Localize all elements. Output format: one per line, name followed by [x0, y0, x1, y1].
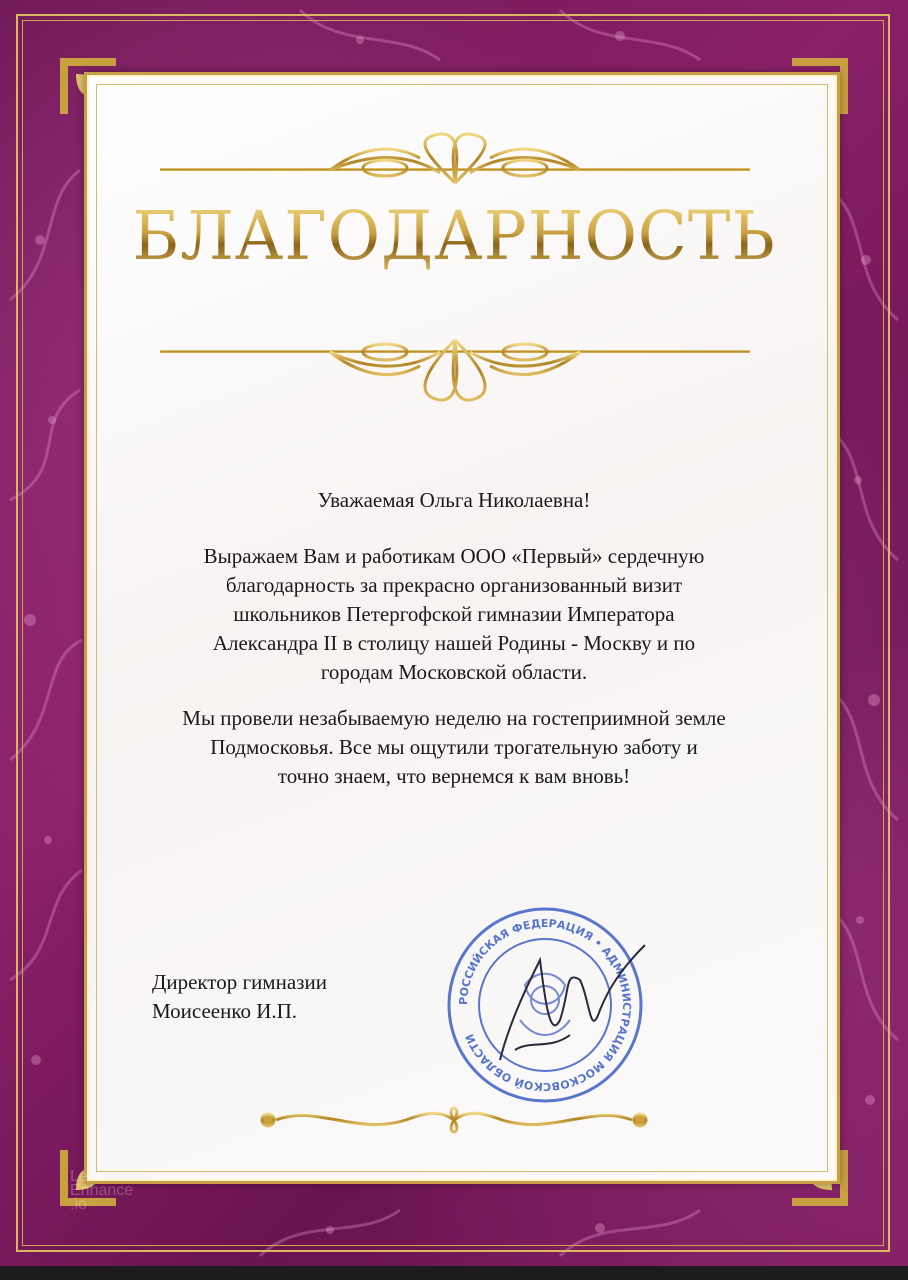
certificate-title: БЛАГОДАРНОСТЬ: [120, 198, 788, 276]
stamp-emblem: [520, 974, 570, 1035]
greeting: Уважаемая Ольга Николаевна!: [317, 488, 591, 512]
stamp-ring-text: РОССИЙСКАЯ ФЕДЕРАЦИЯ • АДМИНИСТРАЦИЯ МОСКОВСКОЙ ОБЛАСТИ: [456, 916, 634, 1094]
gratitude-paragraph-1: [120, 542, 788, 687]
enhance-watermark: Let's Enhance .io: [70, 1168, 134, 1213]
gratitude-paragraph-2: [120, 704, 788, 791]
paragraph-1-line: городам Московской области.: [320, 660, 588, 684]
signatory-name: Моисеенко И.П.: [152, 999, 298, 1023]
signature-block: [152, 968, 327, 1026]
svg-text:РОССИЙСКАЯ ФЕДЕРАЦИЯ • АДМИНИС: [457, 917, 633, 1093]
top-flourish-ornament: [160, 128, 750, 198]
paragraph-1-line: школьников Петергофской гимназии Императора: [233, 602, 675, 626]
paragraph-2-line: точно знаем, что вернемся к вам вновь!: [277, 764, 631, 788]
paragraph-2-line: Мы провели незабываемую неделю на гостеприимной земле: [182, 706, 726, 730]
bottom-flourish-ornament: [256, 1100, 652, 1140]
paragraph-2-line: Подмосковья. Все мы ощутили трогательную заботу и: [210, 735, 698, 759]
official-stamp: [440, 900, 650, 1110]
paragraph-1-line: благодарность за прекрасно организованный визит: [225, 573, 683, 597]
title-underline-flourish: [160, 330, 750, 410]
signatory-title: Директор гимназии: [152, 970, 327, 994]
paragraph-1-line: Выражаем Вам и работикам ООО «Первый» сердечную: [203, 544, 705, 568]
paragraph-1-line: Александра II в столицу нашей Родины - Москву и по: [212, 631, 696, 655]
